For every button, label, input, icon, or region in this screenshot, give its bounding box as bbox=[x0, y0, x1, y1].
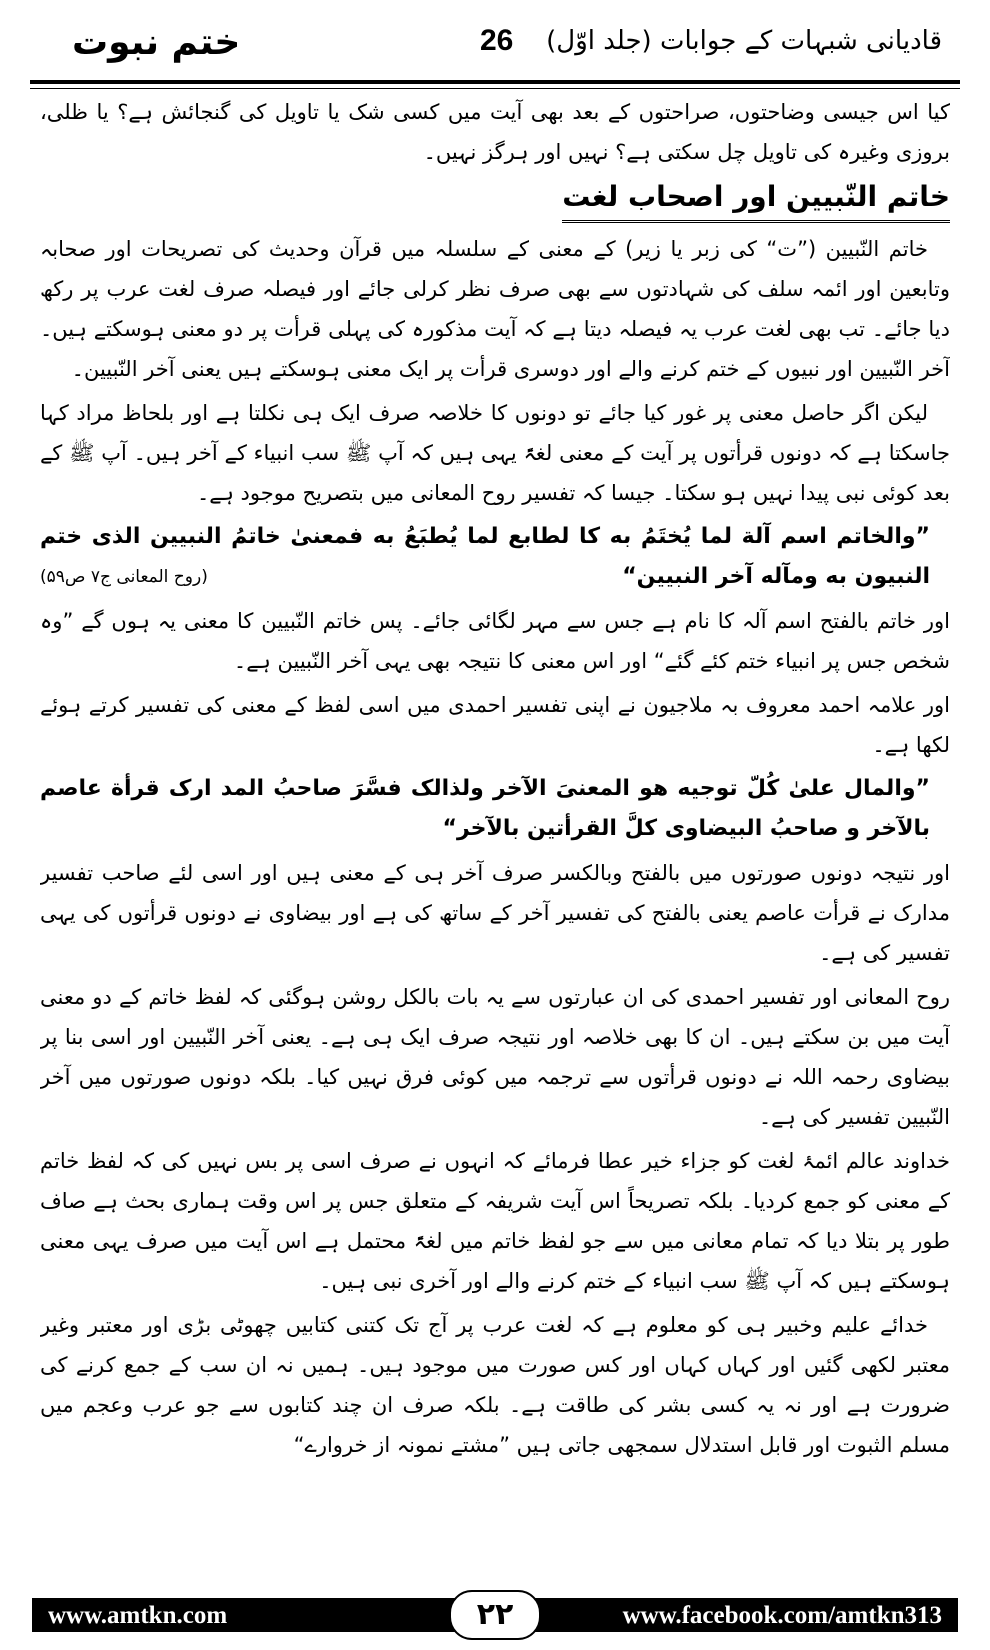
page-header bbox=[30, 12, 960, 82]
page-body bbox=[40, 92, 950, 1567]
section-heading: خاتم النّبیین اور اصحاب لغت bbox=[562, 176, 950, 223]
page-footer bbox=[32, 1598, 958, 1632]
arabic-quote-1-text: ”والخاتم اسم آلة لما یُختَمُ به کا لطابع لما یُطبَعُ به فمعنیٰ خاتمُ النبیین الذی ختم النبیون به ومآله آخر النبیین“ bbox=[40, 524, 930, 589]
brand-title: ختم نبوت bbox=[72, 22, 241, 63]
footer-page-number: ۲۲ bbox=[449, 1590, 541, 1640]
facebook-link[interactable]: www.facebook.com/amtkn313 bbox=[622, 1602, 942, 1629]
paragraph-4: اور خاتم بالفتح اسم آلہ کا نام ہے جس سے مہر لگائی جائے۔ پس خاتم النّبیین کا معنی یہ ہوں گے ”وہ شخص جس پر انبیاء ختم کئے گئے“ اور اس معنی کا نتیجہ بھی یہی آخر النّبیین ہے۔ bbox=[40, 609, 950, 673]
section-heading-wrap bbox=[40, 176, 950, 223]
header-rule-thin bbox=[30, 88, 960, 89]
paragraph-1: کیا اس جیسی وضاحتوں، صراحتوں کے بعد بھی آیت میں کسی شک یا تاویل کی گنجائش ہے؟ یا ظلی، بروزی وغیرہ کی تاویل چل سکتی ہے؟ نہیں اور ہرگز نہیں۔ bbox=[40, 100, 950, 164]
header-page-number: 26 bbox=[480, 24, 514, 57]
paragraph-6: اور نتیجہ دونوں صورتوں میں بالفتح وبالکسر صرف آخر ہی کے معنی ہیں اور اسی لئے صاحب تفسیر مدارک نے قرأت عاصم یعنی بالفتح کی تفسیر آخر کے ساتھ کی ہے اور بیضاوی نے دونوں قرأتوں کی یہی تفسیر کی ہے۔ bbox=[40, 861, 950, 965]
arabic-quote-1 bbox=[40, 517, 950, 597]
website-link[interactable]: www.amtkn.com bbox=[48, 1602, 228, 1629]
arabic-quote-2: ”والمال علیٰ کُلّ توجیه هو المعنیَ الآخر ولذالک فسَّرَ صاحبُ المد ارک قرأة عاصم بالآخر و صاحبُ البیضاوی کلَّ القرأتین بالآخر“ bbox=[40, 776, 930, 841]
paragraph-2: خاتم النّبیین (”ت“ کی زبر یا زیر) کے معنی کے سلسلہ میں قرآن وحدیث کی تصریحات اور صحابہ وتابعین اور ائمہ سلف کی شہادتوں سے بھی صرف نظر کرلی جائے اور فیصلہ صرف لغت عرب پر رکھ دیا جائے۔ تب بھی لغت عرب یہ فیصلہ دیتا ہے کہ آیت مذکورہ کی پہلی قرأت پر دو معنی ہوسکتے ہیں۔ آخر النّبیین اور نبیوں کے ختم کرنے والے اور دوسری قرأت پر ایک معنی ہوسکتے ہیں یعنی آخر النّبیین۔ bbox=[40, 237, 950, 381]
paragraph-7: روح المعانی اور تفسیر احمدی کی ان عبارتوں سے یہ بات بالکل روشن ہوگئی کہ لفظ خاتم کے دو معنی آیت میں بن سکتے ہیں۔ ان کا بھی خلاصہ اور نتیجہ صرف ایک ہی ہے۔ یعنی آخر النّبیین اور اسی بنا پر بیضاوی رحمہ اللہ نے دونوں قرأتوں سے ترجمہ میں کوئی فرق نہیں کیا۔ بلکہ دونوں صورتوں میں آخر النّبیین تفسیر کی ہے۔ bbox=[40, 985, 950, 1129]
paragraph-3: لیکن اگر حاصل معنی پر غور کیا جائے تو دونوں کا خلاصہ صرف ایک ہی نکلتا ہے اور بلحاظ مراد کہا جاسکتا ہے کہ دونوں قرأتوں پر آیت کے معنی لغۃً یہی ہیں کہ آپ ﷺ سب انبیاء کے آخر ہیں۔ آپ ﷺ کے بعد کوئی نبی پیدا نہیں ہو سکتا۔ جیسا کہ تفسیر روح المعانی میں بتصریح موجود ہے۔ bbox=[40, 401, 950, 505]
paragraph-9: خدائے علیم وخبیر ہی کو معلوم ہے کہ لغت عرب پر آج تک کتنی کتابیں چھوٹی بڑی اور معتبر وغیر معتبر لکھی گئیں اور کہاں کہاں اور کس صورت میں موجود ہیں۔ ہمیں نہ ان سب کے جمع کرنے کی ضرورت ہے اور نہ یہ کسی بشر کی طاقت ہے۔ بلکہ صرف ان چند کتابوں سے جو عرب وعجم میں مسلم الثبوت اور قابل استدلال سمجھی جاتی ہیں ”مشتے نمونہ از خروارے“ bbox=[40, 1313, 950, 1457]
book-title: قادیانی شبہات کے جوابات (جلد اوّل) bbox=[546, 26, 942, 56]
paragraph-5: اور علامہ احمد معروف بہ ملاجیون نے اپنی تفسیر احمدی میں اسی لفظ کے معنی کی تفسیر کرتے ہوئے لکھا ہے۔ bbox=[40, 693, 950, 757]
paragraph-8: خداوند عالم ائمۂ لغت کو جزاء خیر عطا فرمائے کہ انہوں نے صرف اسی پر بس نہیں کی کہ لفظ خاتم کے معنی کو جمع کردیا۔ بلکہ تصریحاً اس آیت شریفہ کے متعلق جس پر اس وقت ہماری بحث ہے صاف طور پر بتلا دیا کہ تمام معانی میں سے جو لفظ خاتم میں لغۃً محتمل ہے اس آیت میں صرف یہی معنی ہوسکتے ہیں کہ آپ ﷺ سب انبیاء کے ختم کرنے والے اور آخری نبی ہیں۔ bbox=[40, 1149, 950, 1293]
quote-citation: (روح المعانی ج۷ ص۵۹) bbox=[40, 567, 208, 587]
header-rule-thick bbox=[30, 80, 960, 84]
